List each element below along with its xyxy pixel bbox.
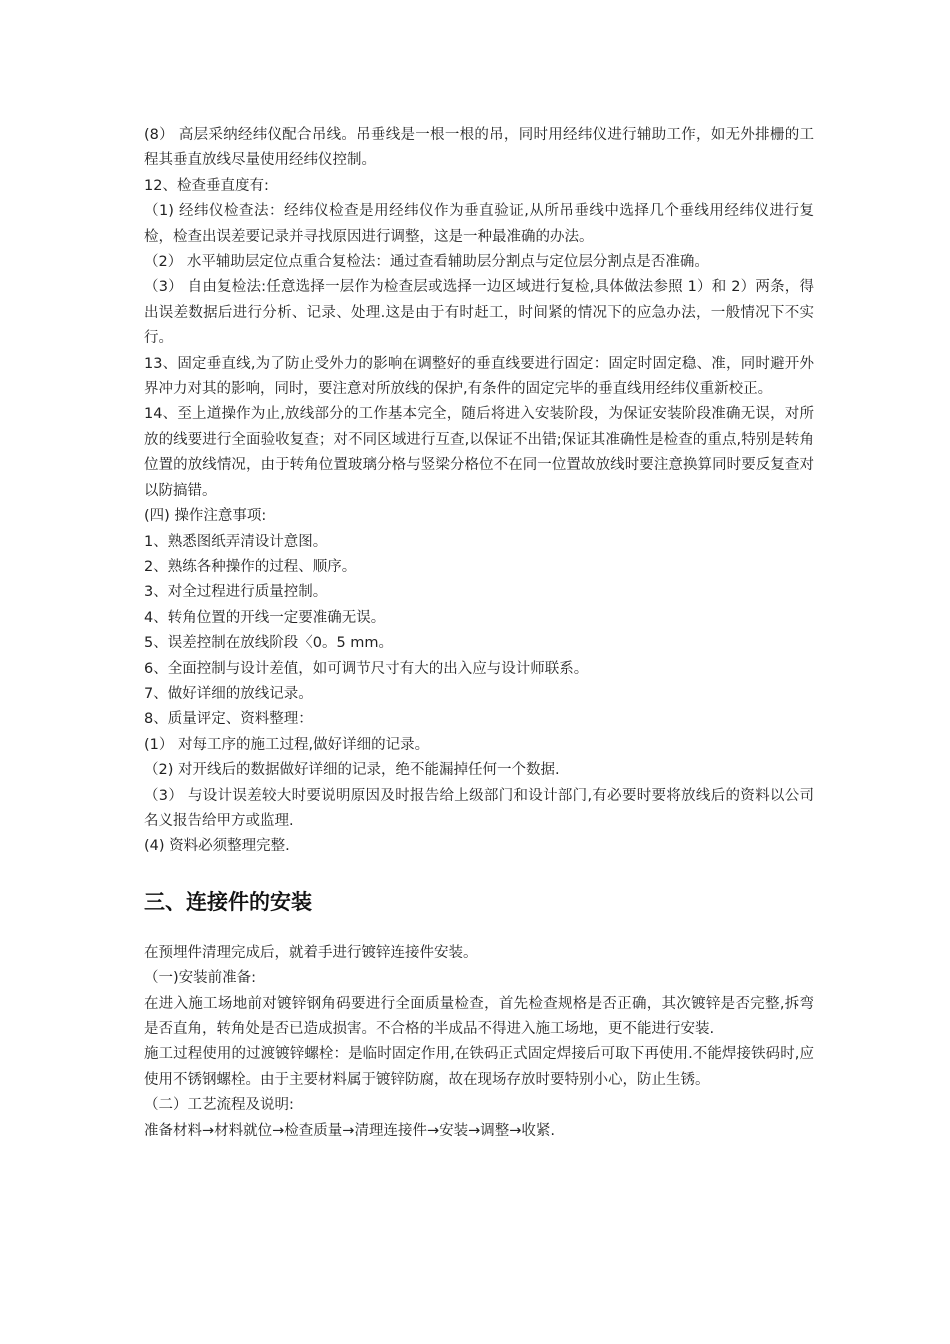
- sub-list-item: （3） 与设计误差较大时要说明原因及时报告给上级部门和设计部门,有必要时要将放线后的资料以公司名义报告给甲方或监理.: [144, 787, 814, 829]
- paragraph: （1) 经纬仪检查法：经纬仪检查是用经纬仪作为垂直验证,从所吊垂线中选择几个垂线用经纬仪进行复检，检查出误差要记录并寻找原因进行调整，这是一种最准确的办法。: [144, 203, 814, 245]
- sub-list-item: (1） 对每工序的施工过程,做好详细的记录。: [144, 736, 430, 753]
- paragraph: 在预埋件清理完成后，就着手进行镀锌连接件安装。: [144, 944, 478, 961]
- list-heading: (四) 操作注意事项:: [144, 508, 267, 525]
- paragraph: （3） 自由复检法:任意选择一层作为检查层或选择一边区域进行复检,具体做法参照 1）和 2）两条，得出误差数据后进行分析、记录、处理.这是由于有时赶工，时间紧的情况下的应急办法，一般情况下不实行。: [144, 279, 814, 347]
- paragraph: 在进入施工场地前对镀锌钢角码要进行全面质量检查，首先检查规格是否正确，其次镀锌是否完整,拆弯是否直角，转角处是否已造成损害。不合格的半成品不得进入施工场地，更不能进行安装.: [144, 995, 814, 1037]
- list-item: 3、对全过程进行质量控制。: [144, 584, 328, 601]
- list-item: 8、质量评定、资料整理：: [144, 711, 313, 728]
- paragraph: 13、固定垂直线,为了防止受外力的影响在调整好的垂直线要进行固定：固定时固定稳、准，同时避开外界冲力对其的影响，同时，要注意对所放线的保护,有条件的固定完毕的垂直线用经纬仪重新校正。: [144, 355, 814, 398]
- process-flow: 准备材料→材料就位→检查质量→清理连接件→安装→调整→收紧.: [144, 1122, 556, 1139]
- paragraph: 施工过程使用的过渡镀锌螺栓：是临时固定作用,在铁码正式固定焊接后可取下再使用.不能焊接铁码时,应使用不锈钢螺栓。由于主要材料属于镀锌防腐，故在现场存放时要特别小心，防止生锈。: [144, 1046, 814, 1088]
- sub-heading: （一)安装前准备:: [144, 970, 257, 987]
- paragraph: 12、检查垂直度有:: [144, 177, 269, 194]
- paragraph: (8） 高层采纳经纬仪配合吊线。吊垂线是一根一根的吊，同时用经纬仪进行辅助工作，如无外排栅的工程其垂直放线尽量使用经纬仪控制。: [144, 127, 814, 169]
- list-item: 7、做好详细的放线记录。: [144, 685, 313, 702]
- list-item: 2、熟练各种操作的过程、顺序。: [144, 558, 357, 575]
- paragraph: 14、至上道操作为止,放线部分的工作基本完全，随后将进入安装阶段，为保证安装阶段准确无误，对所放的线要进行全面验收复查；对不同区域进行互查,以保证不出错;保证其准确性是检查的重点,特别是转角位置的放线情况，由于转角位置玻璃分格与竖梁分格位不在同一位置故放线时要注意换算同时要反复查对以防搞错。: [144, 406, 814, 499]
- sub-list-item: (4) 资料必须整理完整.: [144, 838, 290, 855]
- paragraph: （2） 水平辅助层定位点重合复检法：通过查看辅助层分割点与定位层分割点是否准确。: [144, 254, 709, 271]
- document-body: [144, 123, 814, 1144]
- list-item: 1、熟悉图纸弄清设计意图。: [144, 533, 328, 550]
- section-heading: 三、连接件的安装: [144, 889, 312, 914]
- list-item: 6、全面控制与设计差值，如可调节尺寸有大的出入应与设计师联系。: [144, 660, 589, 677]
- list-item: 4、转角位置的开线一定要准确无误。: [144, 609, 386, 626]
- sub-list-item: （2) 对开线后的数据做好详细的记录，绝不能漏掉任何一个数据.: [144, 762, 560, 779]
- list-item: 5、误差控制在放线阶段〈0。5 mm。: [144, 635, 394, 652]
- sub-heading: （二）工艺流程及说明:: [144, 1097, 294, 1114]
